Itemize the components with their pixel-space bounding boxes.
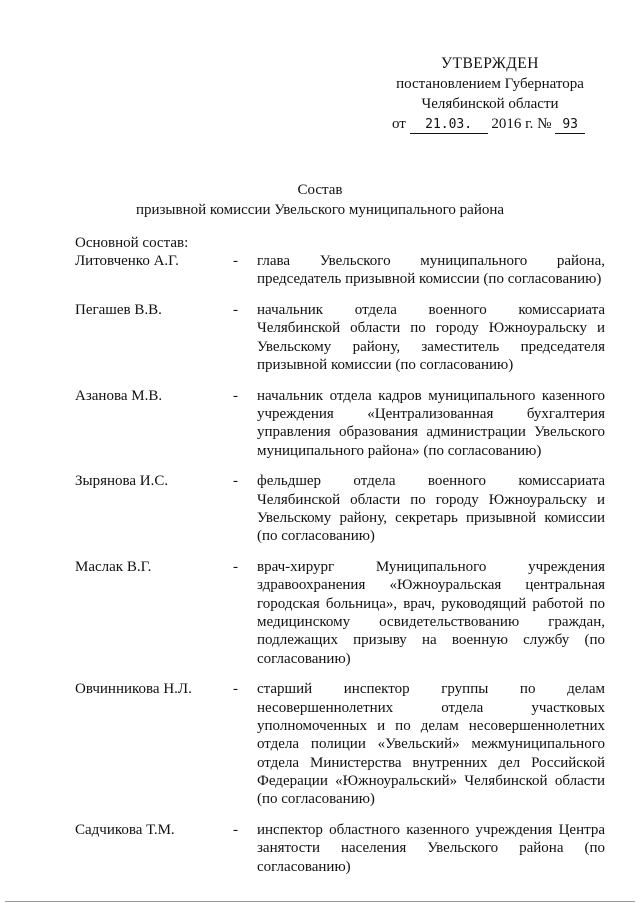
member-role: начальник отдела военного комиссариата Челябинской области по городу Южноуральску и Увельскому району, заместитель председателя призывной комиссии (по согласованию) (257, 302, 605, 373)
approval-line-2: Челябинской области (421, 96, 559, 112)
approval-date: 21.03. (410, 117, 488, 134)
member-row (75, 472, 605, 545)
member-name: Маслак В.Г. (75, 559, 152, 576)
approval-title: УТВЕРЖДЕН (441, 55, 539, 72)
approval-stamp (380, 54, 600, 134)
heading-subtitle: призывной комиссии Увельского муниципального района (135, 202, 505, 218)
member-name: Садчикова Т.М. (75, 822, 175, 839)
member-dash: - (233, 559, 238, 576)
member-row (75, 821, 605, 876)
member-row (75, 558, 605, 668)
section-label: Основной состав: (75, 235, 189, 251)
member-dash: - (233, 473, 238, 490)
member-dash: - (233, 302, 238, 319)
member-role: врач-хирург Муниципального учреждения здравоохранения «Южноуральская центральная городская больница», врач, руководящий работой по медицинскому освидетельствованию граждан, подлежащих призыву на военную службу (по согласованию) (257, 559, 605, 667)
approval-date-line (380, 114, 600, 134)
members-list (75, 252, 605, 888)
member-role: начальник отдела кадров муниципального казенного учреждения «Централизованная бухгалтерия управления образования администрации Увельского муниципального района» (по согласованию) (257, 387, 605, 459)
member-name: Овчинникова Н.Л. (75, 681, 192, 698)
document-heading (0, 180, 640, 220)
member-dash: - (233, 253, 238, 269)
year-text: 2016 г. № (491, 116, 552, 132)
member-name: Азанова М.В. (75, 387, 163, 404)
member-role: фельдшер отдела военного комиссариата Челябинской области по городу Южноуральску и Увельскому району, секретарь призывной комиссии (по согласованию) (257, 473, 605, 545)
page-bottom-divider (5, 901, 635, 902)
from-label: от (392, 116, 406, 132)
member-row (75, 252, 605, 289)
member-role: глава Увельского муниципального района, председатель призывной комиссии (по согласованию) (257, 253, 605, 288)
member-dash: - (233, 681, 238, 698)
member-dash: - (233, 822, 238, 839)
member-name: Пегашев В.В. (75, 302, 162, 319)
heading-title: Состав (297, 182, 343, 198)
approval-line-1: постановлением Губернатора (396, 76, 584, 92)
member-role: старший инспектор группы по делам несовершеннолетних отдела участковых уполномоченных и по делам несовершеннолетних отдела полиции «Увельский» межмуниципального отдела Министерства внутренних дел Российской Федерации «Южноуральский» Челябинской области (по согласованию) (257, 681, 605, 808)
member-row (75, 301, 605, 374)
member-name: Литовченко А.Г. (75, 253, 179, 269)
approval-number: 93 (555, 117, 585, 134)
member-row (75, 680, 605, 808)
member-dash: - (233, 387, 238, 404)
member-row (75, 387, 605, 460)
member-role: инспектор областного казенного учреждения Центра занятости населения Увельского района (по согласованию) (257, 822, 605, 875)
member-name: Зырянова И.С. (75, 473, 169, 490)
